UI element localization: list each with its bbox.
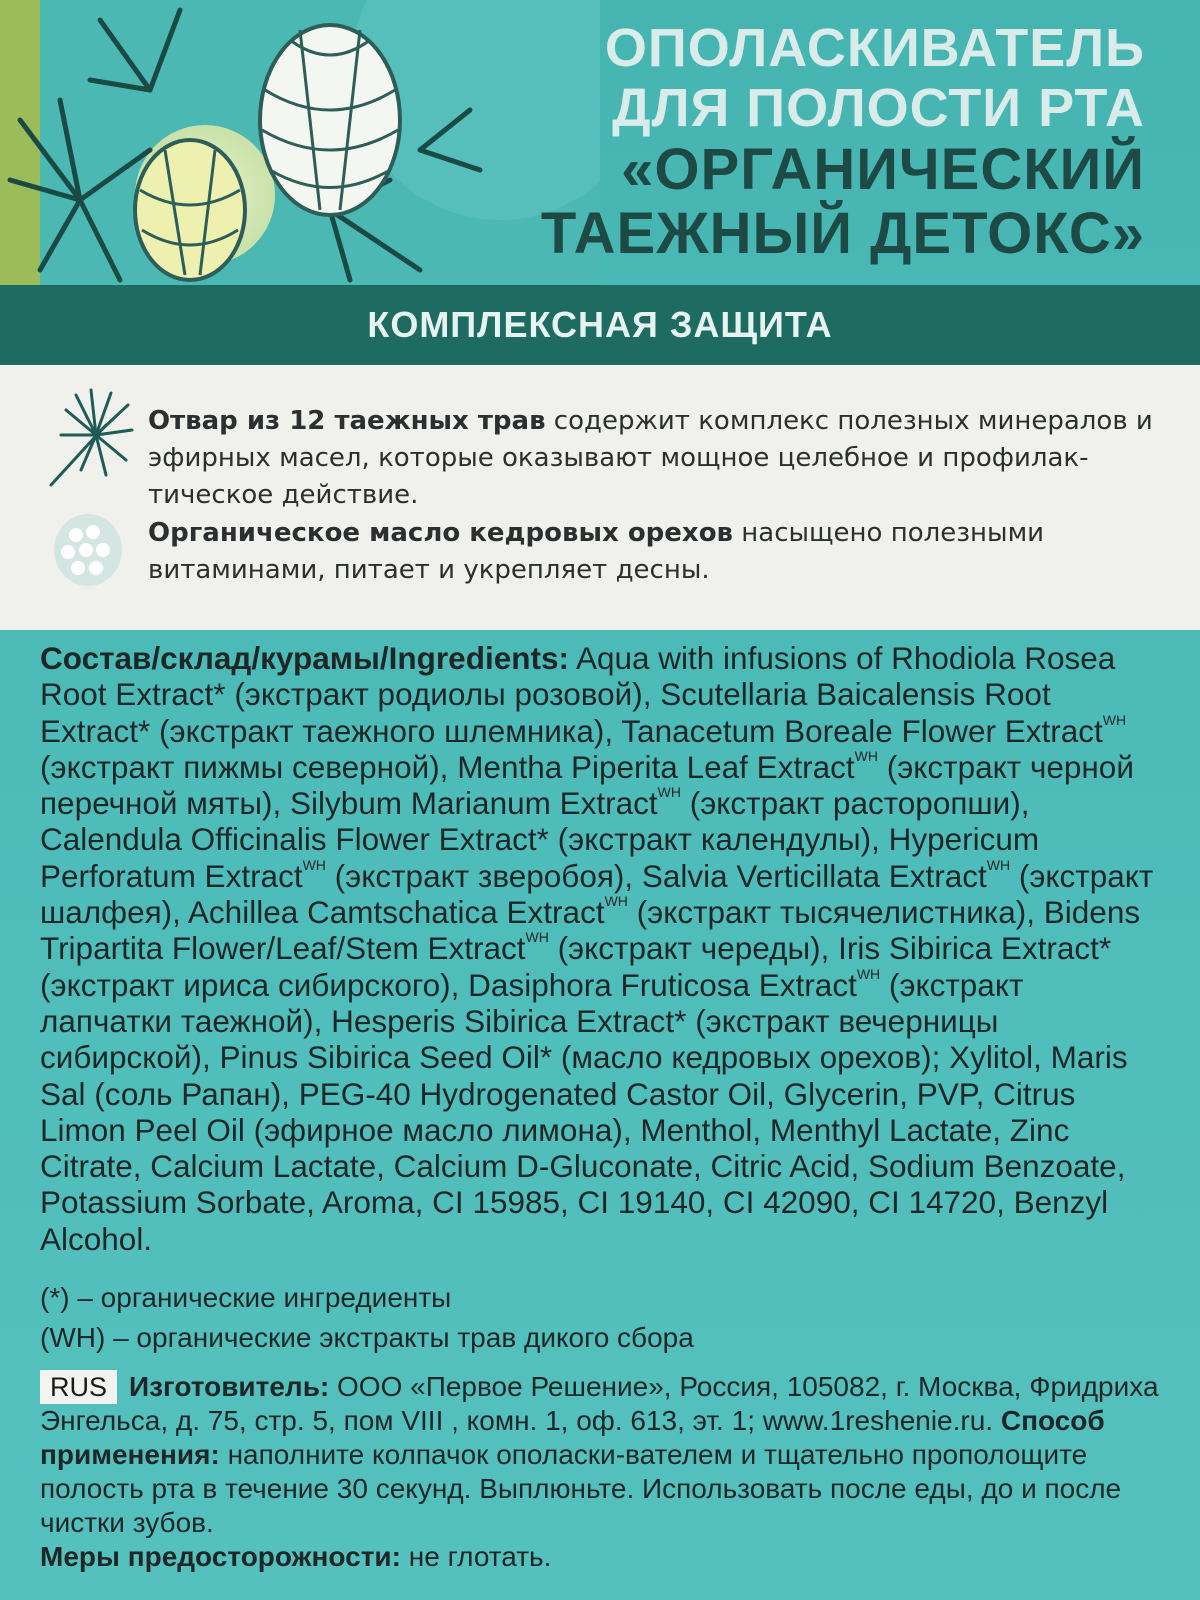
section-band: [0, 285, 1200, 365]
ingredients-part: (экстракт лапчатки таежной), Hesperis Sibirica Extract* (экстракт вечерницы сибирской), Pinus Sibirica Seed Oil* (масло кедровых орехов); Xylitol, Maris Sal (соль Рапан), PEG-40 Hydrogenated Castor Oil, Glycerin, PVP, Citrus Limon Peel Oil (эфирное масло лимона), Menthol, Menthyl Lactate, Zinc Citrate, Calcium Lactate, Calcium D-Gluconate, Citric Acid, Sodium Benzoate, Potassium Sorbate, Aroma, CI 15985, CI 19140, CI 42090, CI 14720, Benzyl Alcohol.: [40, 966, 1128, 1257]
section-title: КОМПЛЕКСНАЯ ЗАЩИТА: [367, 304, 833, 345]
maker-label: Изготовитель:: [129, 1371, 330, 1402]
wh-mark: WH: [854, 747, 878, 764]
ingredients-part: (экстракт шалфея), Achillea Camtschatica Extract: [40, 857, 1154, 931]
ingredients-part: (экстракт черной перечной мяты), Silybum Marianum Extract: [40, 748, 1134, 822]
pine-branch-icon: [36, 385, 136, 495]
wh-mark: WH: [604, 893, 628, 910]
wh-mark: WH: [986, 856, 1011, 873]
wh-mark: WH: [525, 929, 549, 946]
maker-text: ООО «Первое Решение», Россия, 105082, г. Москва, Фридриха Энгельса, д. 75, стр. 5, пом VIII , комн. 1, оф. 613, эт. 1; www.1reshenie.ru.: [40, 1371, 1159, 1436]
pine-cones-icon: [0, 0, 600, 285]
title-line-2: ДЛЯ ПОЛОСТИ РТА: [612, 78, 1145, 138]
wh-mark: WH: [657, 784, 681, 801]
feature-herbs-bold: Отвар из 12 таежных трав: [148, 406, 546, 436]
ingredients-heading: Состав/склад/курамы/Ingredients:: [40, 640, 569, 676]
wh-mark: WH: [1102, 711, 1127, 728]
feature-cedar-oil-bold: Органическое масло кедровых орехов: [148, 518, 734, 548]
feature-cedar-oil-text: насыщено полезными витаминами, питает и укрепляет десны.: [148, 518, 1045, 585]
ingredients-part: (экстракт пижмы северной), Mentha Piperita Leaf Extract: [40, 748, 855, 785]
title-line-1: ОПОЛАСКИВАТЕЛЬ: [604, 18, 1145, 78]
product-name-line-1: «ОРГАНИЧЕСКИЙ: [621, 137, 1145, 202]
ingredients-part: (экстракт зверобоя), Salvia Verticillata Extract: [325, 857, 987, 894]
usage-label: Способ применения:: [40, 1405, 1105, 1470]
note-organic: (*) – органические ингредиенты: [40, 1282, 452, 1313]
ingredients-part: (экстракт расторопши), Calendula Officinalis Flower Extract* (экстракт календулы), Hypericum Perforatum Extract: [40, 785, 1040, 894]
caution-text: не глотать.: [400, 1541, 552, 1572]
product-title: [525, 18, 1145, 266]
feature-herbs-text: содержит комплекс полезных минералов и эфирных масел, которые оказывают мощное целебное и профилак-тическое действие.: [148, 406, 1153, 510]
feature-cedar-oil: [148, 515, 1178, 589]
ingredients-text: [40, 640, 1160, 1257]
features-panel: [0, 365, 1200, 630]
ingredients-part: (экстракт череды), Iris Sibirica Extract* (экстракт ириса сибирского), Dasiphora Fruticosa Extract: [40, 930, 1112, 1003]
feature-herbs: [148, 403, 1178, 514]
product-name-line-2: ТАЕЖНЫЙ ДЕТОКС»: [540, 201, 1145, 266]
caution-label: Меры предосторожности:: [40, 1541, 401, 1572]
wh-mark: WH: [302, 856, 326, 873]
ingredients-part: (экстракт тысячелистника), Bidens Tripartita Flower/Leaf/Stem Extract: [40, 894, 1141, 967]
pine-illustration: [0, 0, 600, 285]
country-badge: RUS: [40, 1370, 117, 1404]
ingredients-part: Aqua with infusions of Rhodiola Rosea Root Extract* (экстракт родиолы розовой), Scutellaria Baicalensis Root Extract* (экстракт таежного шлемника), Tanacetum Boreale Flower Extract: [40, 640, 1116, 749]
usage-text: наполните колпачок ополаски-вателем и тщательно прополощите полость рта в течение 30 секунд. Выплюньте. Использовать после еды, до и после чистки зубов.: [40, 1439, 1122, 1538]
pine-cone-icon: [48, 510, 128, 590]
producer-info: [40, 1370, 1160, 1574]
note-wild-harvest: (WH) – органические экстракты трав дикого сбора: [40, 1322, 694, 1353]
wh-mark: WH: [856, 965, 881, 982]
